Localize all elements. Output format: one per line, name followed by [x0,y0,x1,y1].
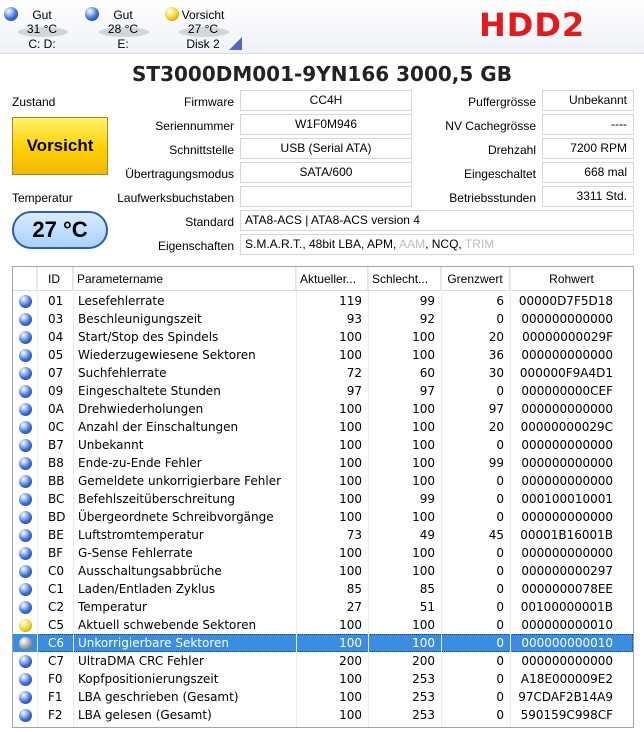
table-row[interactable] [13,292,633,310]
cell-worst: 253 [412,672,435,686]
cell-name: Beschleunigungszeit [78,312,202,326]
status-dot-icon [19,349,32,362]
cell-threshold: 30 [488,366,504,380]
cell-current: 100 [339,564,362,578]
table-row[interactable] [13,670,633,688]
cell-threshold: 0 [496,474,504,488]
status-dot-icon [19,385,32,398]
cell-current: 93 [346,312,362,326]
cell-threshold: 20 [488,420,504,434]
cell-id: BB [48,474,65,488]
table-row[interactable] [13,346,633,364]
status-dot-icon [19,565,32,578]
cell-raw: 00000000029F [522,330,613,344]
disk-letters: E: [117,37,129,51]
table-row[interactable] [13,472,633,490]
cell-current: 100 [339,510,362,524]
cell-worst: 99 [419,294,435,308]
table-row[interactable] [13,328,633,346]
status-dot-icon [19,709,32,722]
transfer-mode-field: SATA/600 [240,162,412,183]
features-separator: , NCQ, [425,237,465,251]
column-separator [73,267,74,728]
column-header-name[interactable]: Parametername [73,267,296,291]
smart-attribute-table [12,266,634,728]
feature-trim-disabled: TRIM [464,237,495,251]
cell-current: 100 [339,690,362,704]
cell-current: 27 [346,600,362,614]
cell-worst: 49 [419,528,435,542]
disk-temp: 28 °C [107,22,139,36]
cell-threshold: 0 [496,690,504,704]
cell-threshold: 0 [496,510,504,524]
cell-name: Kopfpositionierungszeit [78,672,219,686]
cell-id: 0C [48,420,65,434]
column-header-worst[interactable]: Schlecht... [368,267,441,291]
status-dot-icon [19,511,32,524]
column-header-current[interactable]: Aktueller... [296,267,368,291]
cell-raw: 0000000078EE [521,582,613,596]
disk-status: Gut [32,8,52,22]
cell-id: 03 [48,312,64,326]
cell-raw: 000000000010 [521,618,613,632]
cell-id: F2 [48,708,63,722]
rpm-field: 7200 RPM [542,138,634,159]
cell-name: Start/Stop des Spindels [78,330,219,344]
cell-name: Lesefehlerrate [78,294,165,308]
cell-current: 100 [339,420,362,434]
cell-threshold: 45 [488,528,504,542]
cell-name: Übergeordnete Schreibvorgänge [78,510,274,524]
temperature-label: Temperatur [12,191,73,205]
cell-id: 01 [48,294,64,308]
firmware-label: Firmware [184,95,234,109]
power-on-hours-label: Betriebsstunden [449,191,536,205]
cell-current: 73 [346,528,362,542]
status-dot-icon [19,331,32,344]
status-dot-icon [19,439,32,452]
table-row[interactable] [13,580,633,598]
column-separator [368,267,369,728]
nv-cache-label: NV Cachegrösse [445,119,536,133]
cell-raw: 00100000001B [520,600,613,614]
transfer-mode-label: Übertragungsmodus [125,167,234,181]
disk-status: Gut [113,8,133,22]
cell-current: 100 [339,546,362,560]
cell-current: 100 [339,438,362,452]
cell-raw: 000000000000 [521,312,613,326]
standard-field: ATA8-ACS | ATA8-ACS version 4 [240,210,634,231]
drive-letters-label: Laufwerksbuchstaben [117,191,234,205]
cell-current: 100 [339,618,362,632]
cell-name: UltraDMA CRC Fehler [78,654,204,668]
cell-name: Eingeschaltete Stunden [78,384,221,398]
table-row[interactable] [13,688,633,706]
status-dot-icon [19,637,32,650]
firmware-field: CC4H [240,90,412,111]
cell-current: 100 [339,348,362,362]
status-dot-icon [19,295,32,308]
cell-current: 200 [339,654,362,668]
cell-raw: 000000000CEF [521,384,613,398]
cell-id: C5 [48,618,65,632]
cell-raw: 00001B16001B [520,528,613,542]
status-dot-icon [19,583,32,596]
cell-threshold: 0 [496,600,504,614]
cell-name: Ausschaltungsabbrüche [78,564,222,578]
cell-worst: 100 [412,510,435,524]
cell-name: Suchfehlerrate [78,366,167,380]
cell-raw: 000000000000 [521,546,613,560]
table-row[interactable] [13,706,633,724]
cell-name: Drehwiederholungen [78,402,204,416]
buffer-size-field: Unbekannt [542,90,634,111]
cell-id: F1 [48,690,63,704]
cell-id: C6 [48,636,65,650]
cell-id: BF [48,546,64,560]
cell-raw: 000000000000 [521,438,613,452]
cell-raw: 000100010001 [521,492,613,506]
cell-name: LBA gelesen (Gesamt) [78,708,212,722]
cell-worst: 100 [412,618,435,632]
cell-current: 100 [339,636,362,650]
column-header-raw[interactable]: Rohwert [549,272,594,286]
cell-id: B8 [48,456,64,470]
cell-worst: 100 [412,636,435,650]
cell-current: 100 [339,330,362,344]
table-header [13,267,633,291]
serial-label: Seriennummer [155,119,234,133]
cell-raw: 000000000297 [521,564,613,578]
cell-name: Unbekannt [78,438,144,452]
disk-temp: 31 °C [26,22,58,36]
table-row[interactable] [13,616,633,634]
cell-raw: 000000000000 [521,474,613,488]
status-dot-icon [19,529,32,542]
table-row[interactable] [13,400,633,418]
cell-worst: 100 [412,348,435,362]
status-dot-icon [19,547,32,560]
status-dot-icon [19,403,32,416]
cell-worst: 100 [412,564,435,578]
cell-id: 05 [48,348,64,362]
status-dot-icon [19,421,32,434]
status-dot-icon [19,655,32,668]
cell-name: G-Sense Fehlerrate [78,546,193,560]
cell-raw: A18E000009E2 [520,672,613,686]
cell-name: Ende-zu-Ende Fehler [78,456,202,470]
column-separator [441,267,442,728]
table-row[interactable] [13,544,633,562]
table-row[interactable] [13,508,633,526]
cell-raw: 000000000010 [521,636,613,650]
cell-threshold: 99 [488,456,504,470]
cell-raw: 000000000000 [521,654,613,668]
cell-id: 07 [48,366,64,380]
standard-label: Standard [185,215,234,229]
features-label: Eigenschaften [157,239,234,253]
cell-id: BE [48,528,64,542]
cell-name: Temperatur [78,600,147,614]
status-dot-icon [19,691,32,704]
table-row[interactable] [13,562,633,580]
health-status-button[interactable]: Vorsicht [12,117,108,175]
cell-threshold: 0 [496,312,504,326]
disk-letters: Disk 2 [186,37,220,51]
disk-temp: 27 °C [187,22,219,36]
column-header-status[interactable] [13,267,37,291]
cell-id: BD [48,510,66,524]
power-on-hours-field: 3311 Std. [542,186,634,207]
table-row[interactable] [13,526,633,544]
table-row[interactable] [13,436,633,454]
cell-worst: 97 [419,384,435,398]
cell-threshold: 0 [496,582,504,596]
cell-current: 100 [339,708,362,722]
cell-worst: 60 [419,366,435,380]
drive-letters-field [240,186,412,207]
health-label: Zustand [12,95,56,109]
status-dot-icon [19,601,32,614]
disk-letters: C: D: [28,37,56,51]
cell-name: Gemeldete unkorrigierbare Fehler [78,474,282,488]
cell-worst: 100 [412,456,435,470]
cell-current: 100 [339,672,362,686]
cell-threshold: 0 [496,384,504,398]
cell-raw: 000000000000 [521,456,613,470]
column-header-threshold[interactable]: Grenzwert [441,267,510,291]
table-row[interactable] [13,490,633,508]
cell-id: F0 [48,672,63,686]
column-header-id[interactable]: ID [37,267,73,291]
disk-tab-1[interactable] [83,4,163,52]
cell-threshold: 20 [488,330,504,344]
status-dot-icon [19,457,32,470]
cell-current: 100 [339,456,362,470]
cell-worst: 100 [412,438,435,452]
cell-worst: 92 [419,312,435,326]
cell-threshold: 0 [496,636,504,650]
status-dot-icon [19,619,32,632]
cell-current: 100 [339,402,362,416]
cell-current: 119 [339,294,362,308]
buffer-size-label: Puffergrösse [468,95,536,109]
cell-worst: 51 [419,600,435,614]
cell-id: 0A [48,402,64,416]
cell-raw: 000000000000 [521,402,613,416]
serial-field: W1F0M946 [240,114,412,135]
cell-threshold: 36 [488,348,504,362]
cell-threshold: 0 [496,438,504,452]
cell-worst: 100 [412,420,435,434]
table-row[interactable] [13,598,633,616]
cell-threshold: 6 [496,294,504,308]
cell-id: 09 [48,384,64,398]
status-dot-icon [19,313,32,326]
status-dot-icon [19,367,32,380]
status-dot-icon [19,673,32,686]
cell-name: Aktuell schwebende Sektoren [78,618,257,632]
cell-current: 100 [339,492,362,506]
status-dot-icon [19,493,32,506]
cell-id: C2 [48,600,65,614]
cell-name: Laden/Entladen Zyklus [78,582,216,596]
table-row[interactable] [13,418,633,436]
cell-threshold: 0 [496,564,504,578]
model-title: ST3000DM001-9YN166 3000,5 GB [132,62,512,86]
cell-current: 97 [346,384,362,398]
cell-current: 72 [346,366,362,380]
cell-name: LBA geschrieben (Gesamt) [78,690,239,704]
cell-current: 100 [339,474,362,488]
cell-threshold: 0 [496,618,504,632]
cell-worst: 85 [419,582,435,596]
disk-status: Vorsicht [181,8,225,22]
cell-raw: 000000000000 [521,348,613,362]
cell-id: C7 [48,654,65,668]
column-separator [37,267,38,728]
cell-threshold: 0 [496,654,504,668]
table-row[interactable] [13,364,633,382]
cell-worst: 100 [412,330,435,344]
cell-raw: 00000000029C [520,420,613,434]
table-row[interactable] [13,382,633,400]
cell-name: Luftstromtemperatur [78,528,204,542]
cell-threshold: 0 [496,546,504,560]
cell-worst: 253 [412,690,435,704]
cell-raw: 97CDAF2B14A9 [518,690,613,704]
cell-current: 85 [346,582,362,596]
cell-worst: 100 [412,546,435,560]
cell-worst: 99 [419,492,435,506]
cell-worst: 100 [412,402,435,416]
cell-worst: 253 [412,708,435,722]
cell-name: Unkorrigierbare Sektoren [78,636,230,650]
interface-label: Schnittstelle [169,143,234,157]
cell-worst: 100 [412,474,435,488]
features-field [240,234,634,255]
cell-raw: 000000F9A4D1 [519,366,613,380]
cell-threshold: 97 [488,402,504,416]
rpm-label: Drehzahl [487,143,536,157]
feature-aam-disabled: AAM [399,237,426,251]
cell-threshold: 0 [496,672,504,686]
cell-id: BC [48,492,65,506]
disk-label: HDD2 [479,6,586,44]
features-active: S.M.A.R.T., 48bit LBA, APM, [245,237,400,251]
table-row[interactable] [13,652,633,670]
power-on-count-field: 668 mal [542,162,634,183]
column-separator [510,267,511,728]
interface-field: USB (Serial ATA) [240,138,412,159]
cell-name: Befehlszeitüberschreitung [78,492,236,506]
disk-selector-bar [0,0,644,54]
power-on-count-label: Eingeschaltet [463,167,536,181]
cell-name: Wiederzugewiesene Sektoren [78,348,256,362]
temperature-button[interactable]: 27 °C [12,211,108,249]
cell-id: 04 [48,330,64,344]
cell-id: B7 [48,438,64,452]
cell-worst: 200 [412,654,435,668]
table-row[interactable] [13,310,633,328]
cell-name: Anzahl der Einschaltungen [78,420,239,434]
cell-threshold: 0 [496,492,504,506]
cell-id: C1 [48,582,65,596]
disk-tab-0[interactable] [2,4,82,52]
cell-raw: 000000000000 [521,510,613,524]
cell-threshold: 0 [496,708,504,722]
selected-disk-marker-icon [229,37,242,50]
nv-cache-field: ---- [542,114,634,135]
cell-raw: 590159C998CF [520,708,613,722]
status-dot-icon [19,475,32,488]
cell-raw: 00000D7F5D18 [518,294,613,308]
table-row[interactable] [13,634,633,652]
table-row[interactable] [13,454,633,472]
column-separator [296,267,297,728]
cell-id: C0 [48,564,65,578]
